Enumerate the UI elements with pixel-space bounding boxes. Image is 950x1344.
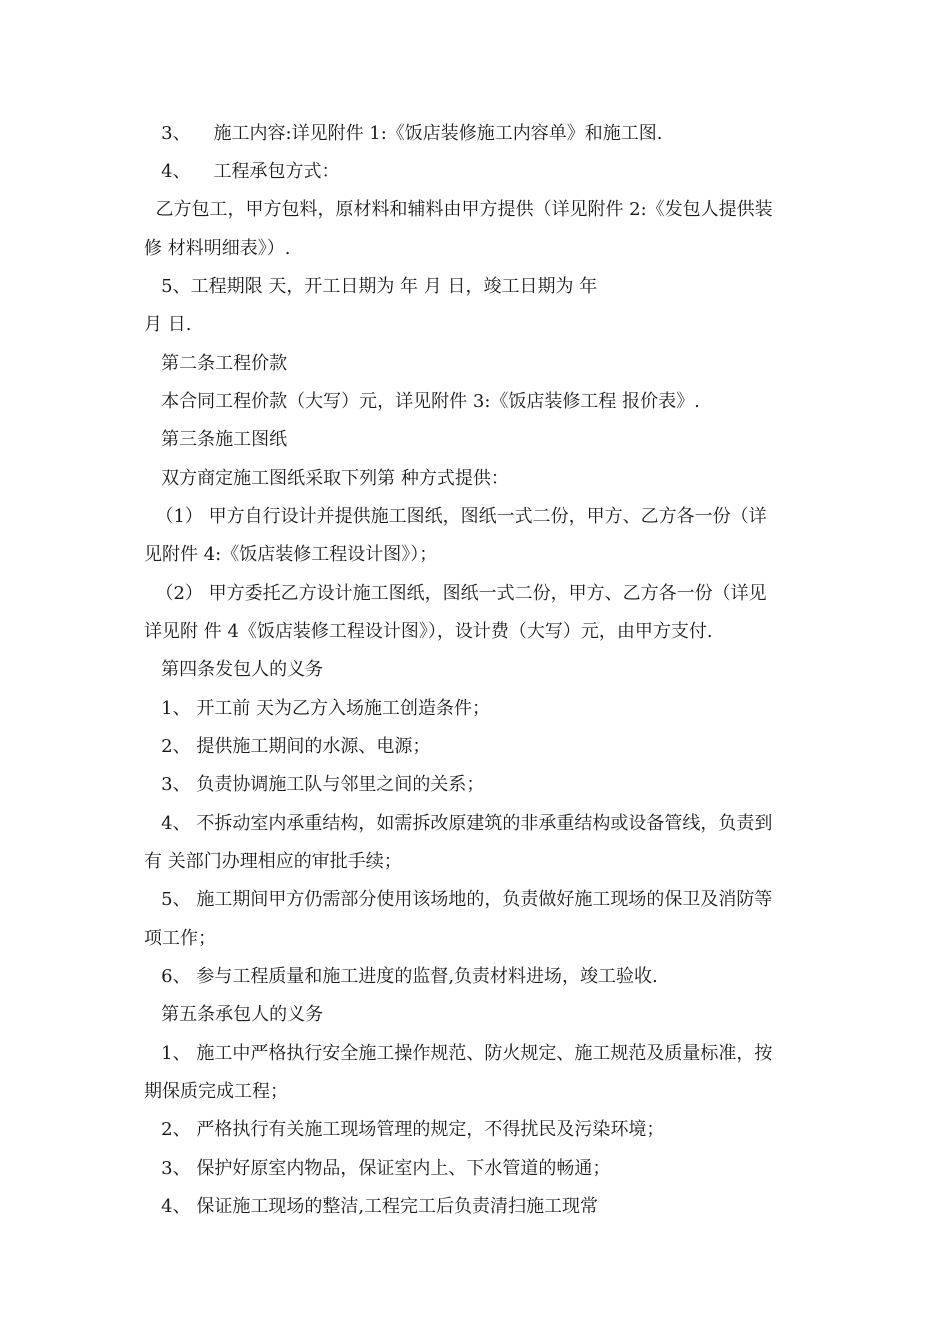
- text-line: 3、 保护好原室内物品，保证室内上、下水管道的畅通；: [144, 1158, 611, 1179]
- section-heading: 第四条发包人的义务: [144, 659, 324, 680]
- text-line: 乙方包工，甲方包料，原材料和辅料由甲方提供（详见附件 2:《发包人提供装: [144, 199, 773, 220]
- text-line: 2、 严格执行有关施工现场管理的规定，不得扰民及污染环境；: [144, 1119, 665, 1140]
- text-line: 5、工程期限 天，开工日期为 年 月 日，竣工日期为 年: [144, 276, 598, 297]
- section-heading: 第五条承包人的义务: [144, 1004, 324, 1025]
- text-line: 4、 保证施工现场的整洁,工程完工后负责清扫施工现常: [144, 1196, 599, 1217]
- text-line: 双方商定施工图纸采取下列第 种方式提供：: [144, 468, 509, 489]
- text-line: （1） 甲方自行设计并提供施工图纸，图纸一式二份，甲方、乙方各一份（详: [144, 506, 767, 527]
- text-line: 4、 不拆动室内承重结构，如需拆改原建筑的非承重结构或设备管线，负责到: [144, 813, 773, 834]
- text-line: 详见附 件 4《饭店装修工程设计图》），设计费（大写）元，由甲方支付.: [144, 621, 713, 642]
- section-heading: 第二条工程价款: [144, 353, 288, 374]
- text-line: （2） 甲方委托乙方设计施工图纸，图纸一式二份，甲方、乙方各一份（详见: [144, 583, 767, 604]
- text-line: 1、 开工前 天为乙方入场施工创造条件；: [144, 698, 491, 719]
- text-line: 期保质完成工程；: [144, 1081, 288, 1102]
- text-line: 1、 施工中严格执行安全施工操作规范、防火规定、施工规范及质量标准，按: [144, 1043, 773, 1064]
- text-line: 4、 工程承包方式：: [144, 161, 340, 182]
- text-line: 见附件 4:《饭店装修工程设计图》）；: [144, 544, 438, 565]
- text-line: 有 关部门办理相应的审批手续；: [144, 851, 402, 872]
- text-line: 项工作；: [144, 928, 216, 949]
- text-line: 3、 施工内容:详见附件 1:《饭店装修施工内容单》和施工图.: [144, 123, 663, 144]
- text-line: 6、 参与工程质量和施工进度的监督,负责材料进场，竣工验收.: [144, 966, 658, 987]
- text-line: 修 材料明细表》）.: [144, 238, 291, 259]
- text-line: 5、 施工期间甲方仍需部分使用该场地的，负责做好施工现场的保卫及消防等: [144, 889, 773, 910]
- text-line: 月 日.: [144, 314, 192, 335]
- text-line: 本合同工程价款（大写）元，详见附件 3:《饭店装修工程 报价表》.: [144, 391, 700, 412]
- text-line: 2、 提供施工期间的水源、电源；: [144, 736, 431, 757]
- text-line: 3、 负责协调施工队与邻里之间的关系；: [144, 774, 485, 795]
- section-heading: 第三条施工图纸: [144, 429, 288, 450]
